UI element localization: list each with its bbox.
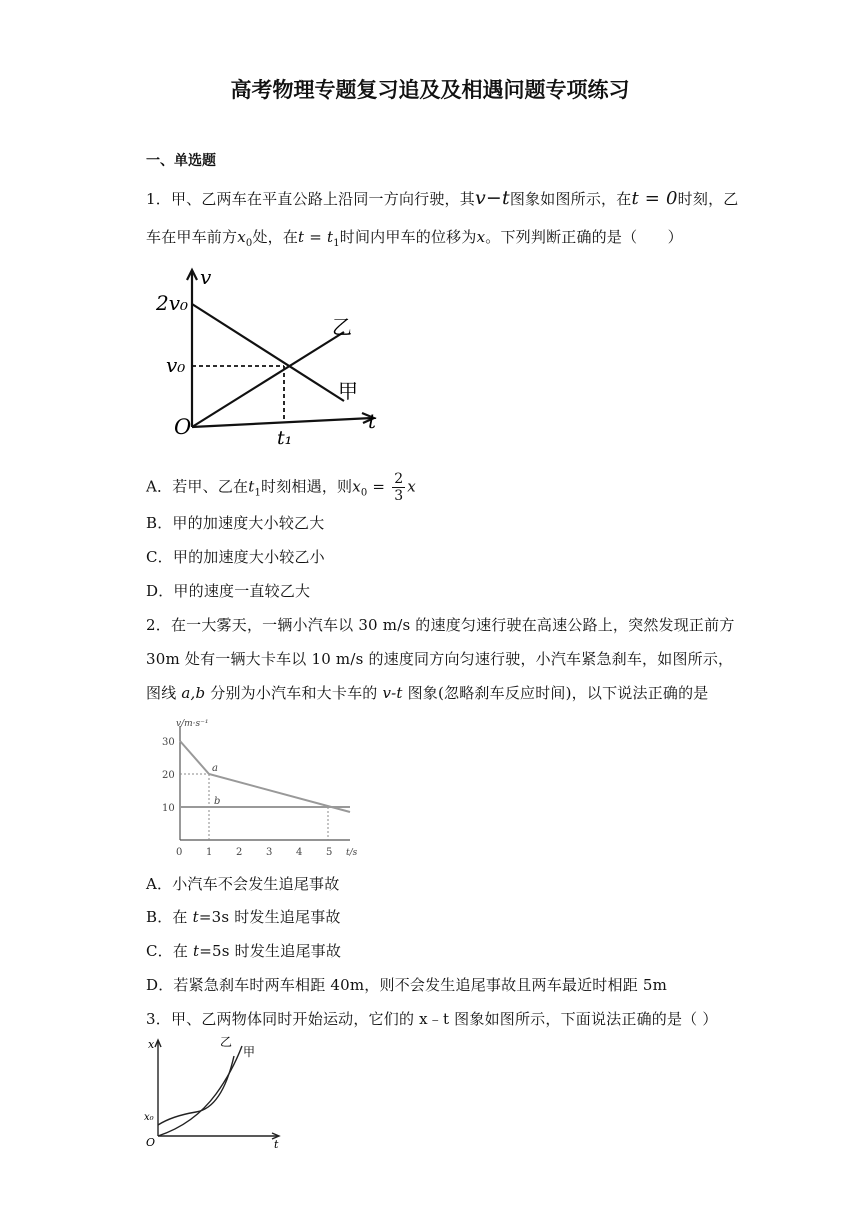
q1-option-c: C．甲的加速度大小较乙小 bbox=[146, 548, 325, 566]
q2-x-tick-4: 4 bbox=[296, 847, 303, 858]
q3-xt-graph bbox=[144, 1034, 286, 1148]
q1-tick-2v0: 2v₀ bbox=[156, 291, 189, 315]
q2-x-tick-5: 5 bbox=[326, 847, 333, 858]
q1-origin-label: O bbox=[174, 415, 192, 439]
q1-stem-line1: 1．甲、乙两车在平直公路上沿同一方向行驶，其v−t图象如图所示，在t = 0时刻，乙 bbox=[146, 187, 739, 209]
q2-y-axis-label: v/m·s⁻¹ bbox=[176, 719, 209, 729]
q2-x-axis-label: t/s bbox=[346, 848, 358, 858]
q2-label-b: b bbox=[214, 796, 221, 807]
q1-vt-graph bbox=[150, 262, 390, 452]
q2-option-a: A．小汽车不会发生追尾事故 bbox=[146, 875, 340, 893]
q2-line-a bbox=[180, 741, 350, 812]
q2-x-tick-3: 3 bbox=[266, 847, 273, 858]
q3-stem-line1: 3．甲、乙两物体同时开始运动，它们的 x﹣t 图象如图所示，下面说法正确的是（ ） bbox=[146, 1010, 718, 1028]
q2-option-b: B．在 t=3s 时发生追尾事故 bbox=[146, 908, 341, 926]
q3-line-jia bbox=[158, 1046, 242, 1136]
q1-stem-line2: 车在甲车前方$x_0$处，在$t = t_1$时间内甲车的位移为x。下列判断正确的是（ ） bbox=[146, 228, 683, 249]
section-heading: 一、单选题 bbox=[146, 153, 216, 169]
page-title: 高考物理专题复习追及及相遇问题专项练习 bbox=[230, 78, 630, 102]
q3-origin-label: O bbox=[146, 1136, 156, 1148]
q3-x-axis-label: t bbox=[274, 1138, 279, 1148]
q2-stem-line3: 图线 a,b 分别为小汽车和大卡车的 v-t 图象(忽略刹车反应时间)，以下说法正确的是 bbox=[146, 684, 709, 702]
q3-y-axis-label: x bbox=[148, 1038, 155, 1051]
q3-label-jia: 甲 bbox=[243, 1045, 256, 1059]
q2-x-tick-1: 1 bbox=[206, 847, 213, 858]
q1-option-a: A．若甲、乙在$t_1$时刻相遇，则$x_0$ = $\frac{2}{3}$ x bbox=[146, 471, 416, 504]
q2-vt-graph bbox=[160, 714, 366, 864]
q2-stem-line1: 2．在一大雾天，一辆小汽车以 30 m/s 的速度匀速行驶在高速公路上，突然发现正前方 bbox=[146, 616, 735, 634]
q2-y-tick-30: 30 bbox=[162, 737, 175, 748]
q1-tick-v0: v₀ bbox=[166, 353, 186, 377]
q1-x-axis-label: t bbox=[368, 409, 377, 433]
q1-label-jia: 甲 bbox=[338, 379, 358, 403]
q1-label-yi: 乙 bbox=[332, 315, 352, 339]
q2-option-c: C．在 t=5s 时发生追尾事故 bbox=[146, 942, 342, 960]
q2-stem-line2: 30m 处有一辆大卡车以 10 m/s 的速度同方向匀速行驶，小汽车紧急刹车，如图所示， bbox=[146, 650, 734, 668]
q2-option-d: D．若紧急刹车时两车相距 40m，则不会发生追尾事故且两车最近时相距 5m bbox=[146, 976, 668, 994]
q1-y-axis-label: v bbox=[200, 265, 212, 289]
q1-line-jia bbox=[192, 304, 344, 401]
q3-tick-x0: x₀ bbox=[144, 1112, 154, 1123]
q2-label-a: a bbox=[212, 763, 218, 774]
q1-option-d: D．甲的速度一直较乙大 bbox=[146, 582, 311, 600]
q2-y-tick-10: 10 bbox=[162, 803, 175, 814]
q3-label-yi: 乙 bbox=[220, 1035, 233, 1049]
fraction-two-thirds: $\frac{2}{3}$ bbox=[394, 471, 404, 504]
q2-x-tick-0: 0 bbox=[176, 847, 183, 858]
q1-option-b: B．甲的加速度大小较乙大 bbox=[146, 514, 325, 532]
q1-tick-t1: t₁ bbox=[277, 427, 293, 449]
q2-y-tick-20: 20 bbox=[162, 770, 175, 781]
q2-x-tick-2: 2 bbox=[236, 847, 243, 858]
q1-line-yi bbox=[192, 332, 344, 427]
